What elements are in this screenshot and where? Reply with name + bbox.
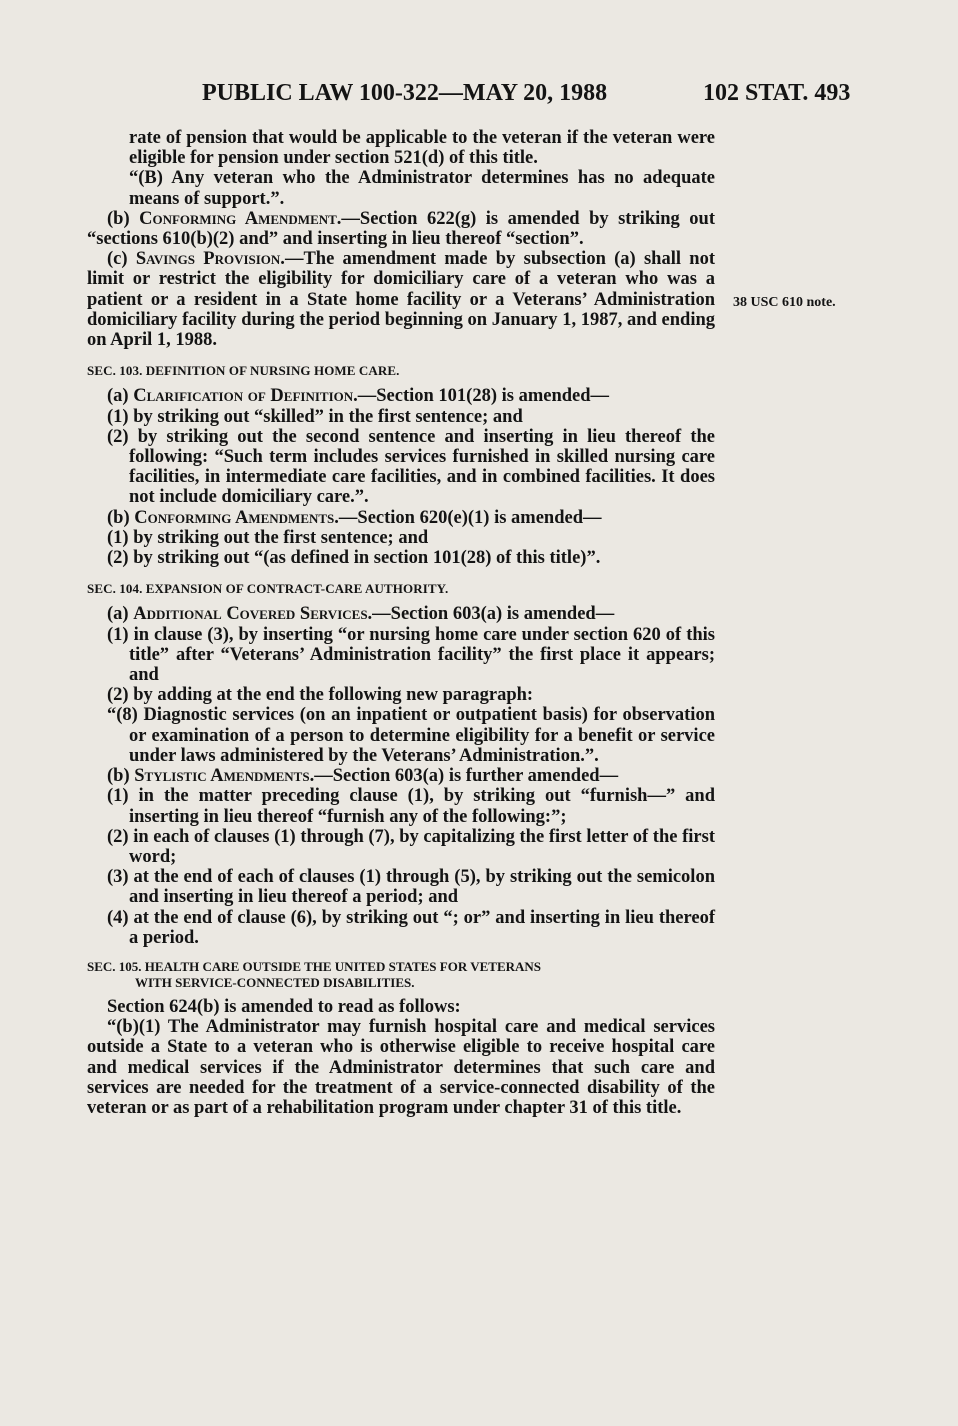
section-105-b1: “(b)(1) The Administrator may furnish hospital care and medical services outside a State to a veteran who is otherwise eligible to receive hospital care and medical services if the Administrator determines that such care and services are needed for the treatment of a service-connected disability of the veteran or as part of a rehabilitation program under chapter 31 of this title. [87,1017,715,1118]
section-103-a-clause-2: (2) by striking out the second sentence and inserting in lieu thereof the following: “Such term includes services furnished in skilled nursing care facilities, in intermediate care facilities, and in combined facilities. It does not include domiciliary care.”. [107,426,715,508]
section-105-heading-line-1: SEC. 105. HEALTH CARE OUTSIDE THE UNITED STATES FOR VETERANS [87,958,542,974]
section-103-subsection-a [87,386,715,406]
subsection-heading: Conforming Amendment. [139,208,342,229]
subsection-text: —Section 101(28) is amended— [357,386,610,407]
paragraph-conforming-amendment [87,209,715,249]
subsection-label: (a) [107,386,134,407]
subsection-label: (b) [107,507,135,528]
running-header [0,80,958,114]
paragraph-pension-rate: rate of pension that would be applicable to the veteran if the veteran were eligible for pension under section 521(d) of this title. [129,128,715,169]
section-104-a-clause-1: (1) in clause (3), by inserting “or nursing home care under section 620 of this title” after “Veterans’ Administration facility” the first place it appears; and [107,624,715,686]
subsection-heading: Savings Provision. [135,249,285,270]
subsection-heading: Clarification of Definition. [133,386,358,407]
section-103-b-clause-1: (1) by striking out the first sentence; and [107,527,429,548]
section-105-heading-line-2: WITH SERVICE-CONNECTED DISABILITIES. [135,974,415,990]
section-104-a-clause-2: (2) by adding at the end the following new paragraph: [107,685,534,706]
subsection-label: (b) [107,766,135,787]
document-body [87,128,715,1118]
section-104-b-clause-4: (4) at the end of clause (6), by striking out “; or” and inserting in lieu thereof a period. [107,907,715,948]
subsection-text: —Section 603(a) is amended— [372,604,615,625]
subsection-label: (a) [107,604,134,625]
subsection-text: —The amendment made by subsection (a) shall not limit or restrict the eligibility for domiciliary care of a veteran who was a patient or a resident in a State home facility or a Veterans’ Administration domiciliary facility during the period beginning on January 1, 1987, and ending on April 1, 1988. [87,249,715,351]
header-title: PUBLIC LAW 100-322—MAY 20, 1988 [202,80,608,106]
section-103-subsection-b [87,508,715,528]
section-104-b-clause-2: (2) in each of clauses (1) through (7), by capitalizing the first letter of the first word; [107,826,715,867]
subsection-heading: Stylistic Amendments. [134,766,315,787]
section-105-intro: Section 624(b) is amended to read as follows: [107,996,461,1017]
section-103-heading: SEC. 103. DEFINITION OF NURSING HOME CARE. [87,363,400,379]
section-104-b-clause-1: (1) in the matter preceding clause (1), by striking out “furnish—” and inserting in lieu thereof “furnish any of the following:”; [107,786,715,827]
section-104-subsection-b [87,766,715,786]
subsection-text: —Section 603(a) is further amended— [314,766,619,787]
subsection-label: (c) [107,249,136,270]
header-stat-page: 102 STAT. 493 [703,80,851,106]
subsection-text: —Section 620(e)(1) is amended— [338,507,602,528]
section-104-b-clause-3: (3) at the end of each of clauses (1) through (5), by striking out the semicolon and inserting in lieu thereof a period; and [107,867,715,908]
section-104-subsection-a [87,604,715,624]
subsection-heading: Conforming Amendments. [134,507,339,528]
section-104-heading: SEC. 104. EXPANSION OF CONTRACT-CARE AUTHORITY. [87,581,449,597]
subsection-text: —Section 622(g) is amended by striking out “sections 610(b)(2) and” and inserting in lieu thereof “section”. [87,208,715,250]
section-105-heading [87,959,715,991]
paragraph-no-adequate-means: “(B) Any veteran who the Administrator determines has no adequate means of support.”. [129,168,715,209]
subsection-label: (b) [107,208,140,229]
paragraph-savings-provision [87,249,715,350]
margin-note: 38 USC 610 note. [733,295,836,310]
subsection-heading: Additional Covered Services. [133,604,373,625]
section-104-a-new-paragraph-8: “(8) Diagnostic services (on an inpatient or outpatient basis) for observation or examination of a person to determine eligibility for a benefit or service under laws administered by the Veterans’ Administration.”. [107,705,715,766]
section-103-b-clause-2: (2) by striking out “(as defined in section 101(28) of this title)”. [107,548,601,569]
section-103-a-clause-1: (1) by striking out “skilled” in the first sentence; and [107,406,523,427]
